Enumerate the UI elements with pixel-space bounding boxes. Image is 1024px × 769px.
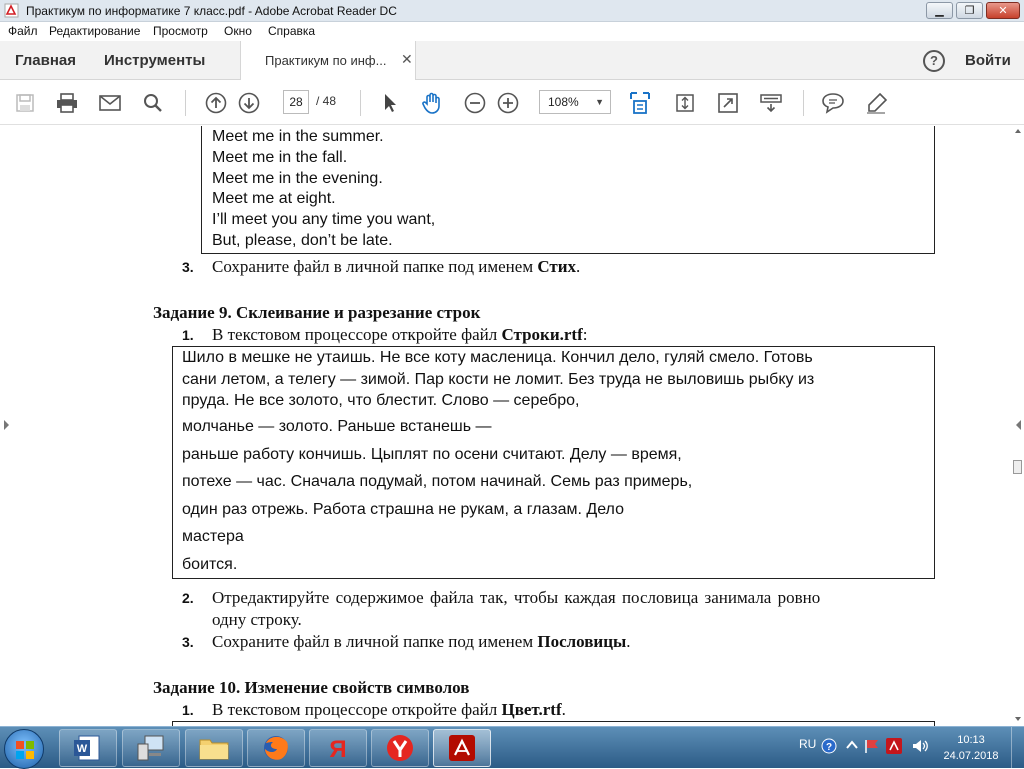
close-window-button[interactable] [986, 2, 1020, 19]
step-number: 1. [182, 702, 194, 718]
sign-in-button[interactable]: Войти [965, 52, 1011, 69]
poem-line: Meet me in the summer. [212, 128, 384, 145]
taskbar-yandex[interactable] [371, 729, 429, 767]
scroll-up-icon[interactable] [1014, 127, 1022, 135]
clock-time: 10:13 [957, 734, 985, 746]
zoom-out-icon[interactable] [463, 91, 487, 115]
search-icon[interactable] [141, 91, 165, 115]
scrollbar-thumb[interactable] [1013, 460, 1022, 474]
maximize-icon: ❐ [964, 5, 975, 17]
poem-line: Meet me in the evening. [212, 170, 383, 187]
zoom-value: 108% [548, 95, 579, 109]
step-number: 1. [182, 327, 194, 343]
computer-icon [135, 734, 167, 762]
system-clock[interactable] [940, 732, 1002, 764]
right-panel-toggle-icon[interactable] [1015, 419, 1023, 431]
acrobat-icon [447, 733, 477, 763]
select-cursor-icon[interactable] [378, 91, 402, 115]
step-number: 2. [182, 590, 194, 606]
volume-icon[interactable] [911, 737, 929, 755]
chevron-down-icon: ▼ [595, 97, 604, 107]
step-text: Отредактируйте содержимое файла так, чтобы каждая пословица занимала ровно [212, 588, 821, 607]
clock-date: 24.07.2018 [943, 750, 999, 762]
full-screen-icon[interactable] [716, 91, 740, 115]
poem-line: Meet me at eight. [212, 190, 336, 207]
next-page-icon[interactable] [237, 91, 261, 115]
help-tray-icon[interactable] [821, 738, 837, 754]
tab-home[interactable]: Главная [15, 52, 77, 69]
firefox-icon [261, 733, 291, 763]
close-icon: ✕ [998, 5, 1008, 17]
tab-document[interactable] [240, 41, 416, 81]
toolbar-divider [185, 90, 186, 116]
maximize-button[interactable] [956, 2, 983, 19]
taskbar-word[interactable] [59, 729, 117, 767]
scroll-mode-icon[interactable] [673, 91, 697, 115]
step-number: 3. [182, 259, 194, 275]
step-text: В текстовом процессоре откройте файл Цвет.rtf. [212, 700, 566, 719]
word-icon [73, 734, 103, 762]
step-text: Сохраните файл в личной папке под именем Стих. [212, 257, 581, 276]
taskbar-explorer[interactable] [185, 729, 243, 767]
document-tab-label: Практикум по инф... [265, 53, 387, 68]
yandex-icon [323, 733, 353, 763]
fit-page-icon[interactable] [628, 91, 652, 115]
vertical-scrollbar[interactable] [1012, 126, 1024, 726]
menu-view[interactable]: Просмотр [153, 24, 208, 38]
svg-text:Я: Я [329, 736, 347, 763]
step-number: 3. [182, 634, 194, 650]
menu-edit[interactable]: Редактирование [49, 24, 141, 38]
save-icon[interactable] [13, 91, 37, 115]
proverb-line: боится. [182, 556, 238, 573]
acrobat-app-icon [4, 3, 19, 18]
flag-icon[interactable] [863, 738, 881, 754]
taskbar-yandex-browser[interactable] [309, 729, 367, 767]
start-button[interactable] [4, 729, 44, 769]
proverb-line: один раз отрежь. Работа страшна не рукам, а глазам. Дело [182, 501, 624, 518]
tab-tools[interactable]: Инструменты [104, 52, 206, 69]
windows-logo-icon [15, 740, 35, 760]
proverb-line: потехе — час. Сначала подумай, потом начинай. Семь раз примерь, [182, 473, 693, 490]
page-total: / 48 [316, 94, 337, 108]
comment-icon[interactable] [821, 91, 845, 115]
toolbar-divider [803, 90, 804, 116]
proverb-line: сани летом, а телегу — зимой. Пар кости не ломит. Без труда не выловишь рыбку из [182, 371, 815, 388]
menu-bar [0, 22, 1024, 41]
poem-line: Meet me in the fall. [212, 149, 348, 166]
taskbar-firefox[interactable] [247, 729, 305, 767]
show-hidden-icons-icon[interactable] [846, 740, 858, 750]
email-icon[interactable] [98, 91, 122, 115]
toolbar-divider [360, 90, 361, 116]
help-icon[interactable]: ? [923, 50, 945, 72]
task-10-heading: Задание 10. Изменение свойств символов [153, 678, 470, 697]
proverb-line: пруда. Не все золото, что блестит. Слово — серебро, [182, 392, 580, 409]
step-text: В текстовом процессоре откройте файл Строки.rtf: [212, 325, 588, 344]
poem-line: But, please, don’t be late. [212, 232, 393, 249]
toolbar-options-icon[interactable] [759, 91, 783, 115]
print-icon[interactable] [55, 91, 79, 115]
language-indicator[interactable]: RU [799, 737, 817, 751]
toolbar [0, 80, 1024, 125]
yandex-circle-icon [385, 733, 415, 763]
taskbar [0, 726, 1024, 768]
minimize-button[interactable] [926, 2, 953, 19]
highlight-pen-icon[interactable] [864, 91, 888, 115]
hand-tool-icon[interactable] [420, 91, 444, 115]
acrobat-tray-icon[interactable] [885, 737, 903, 755]
folder-icon [198, 734, 230, 762]
show-desktop-button[interactable] [1011, 727, 1024, 769]
tab-bar [0, 41, 1024, 80]
menu-file[interactable]: Файл [8, 24, 38, 38]
proverb-line: мастера [182, 528, 244, 545]
window-title: Практикум по информатике 7 класс.pdf - Adobe Acrobat Reader DC [26, 4, 397, 18]
task-9-heading: Задание 9. Склеивание и разрезание строк [153, 303, 481, 322]
zoom-in-icon[interactable] [496, 91, 520, 115]
title-bar [0, 0, 1024, 22]
proverb-line: молчанье — золото. Раньше встанешь — [182, 418, 492, 435]
document-viewport[interactable] [0, 126, 1024, 726]
scroll-down-icon[interactable] [1014, 715, 1022, 723]
step-text: Сохраните файл в личной папке под именем Пословицы. [212, 632, 631, 651]
page-number-input[interactable]: 28 [283, 90, 309, 114]
poem-line: I’ll meet you any time you want, [212, 211, 436, 228]
minimize-icon: ▁ [935, 5, 944, 17]
zoom-level-select[interactable] [539, 90, 611, 114]
previous-page-icon[interactable] [204, 91, 228, 115]
close-tab-icon[interactable]: ✕ [401, 51, 413, 67]
svg-text:W: W [76, 743, 88, 755]
proverb-line: раньше работу кончишь. Цыплят по осени считают. Делу — время, [182, 446, 682, 463]
taskbar-acrobat[interactable] [433, 729, 491, 767]
menu-help[interactable]: Справка [268, 24, 316, 38]
menu-window[interactable]: Окно [224, 24, 252, 38]
proverb-line: Шило в мешке не утаишь. Не все коту масленица. Кончил дело, гуляй смело. Готовь [182, 349, 813, 366]
taskbar-computer[interactable] [122, 729, 180, 767]
svg-text:?: ? [825, 742, 833, 753]
left-panel-toggle[interactable] [0, 126, 12, 726]
step-text: одну строку. [212, 610, 302, 629]
